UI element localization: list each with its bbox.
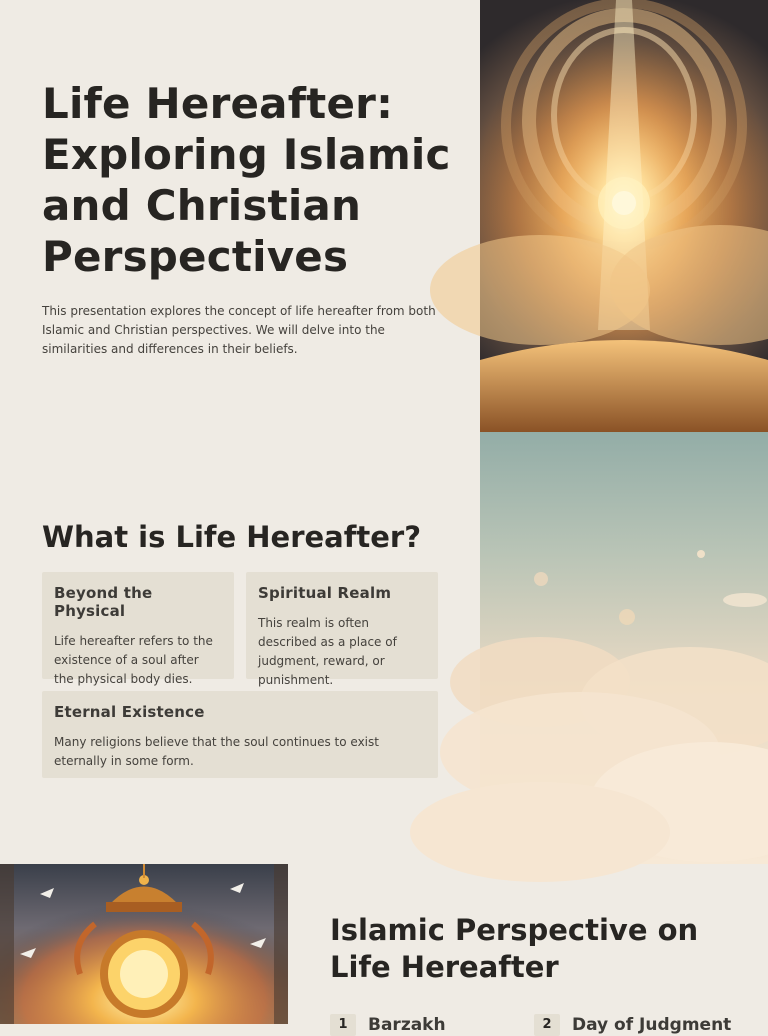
section-title: Islamic Perspective on Life Hereafter: [330, 913, 699, 984]
hero-description: This presentation explores the concept of life hereafter from both Islamic and Christian perspectives. We will delve into the similarities and differences in their beliefs.: [42, 304, 436, 356]
islamic-perspective-slide: [0, 864, 768, 1035]
step-number: 2: [534, 1014, 560, 1036]
ornate-dome-illustration: [0, 864, 288, 1024]
hero-title: Life Hereafter: Exploring Islamic and Christian Perspectives: [42, 79, 451, 281]
step-number: 1: [330, 1014, 356, 1036]
definition-slide: [0, 432, 768, 864]
card-title: Beyond the Physical: [54, 584, 153, 620]
cloud-sky-image: [480, 432, 768, 864]
card-text: Many religions believe that the soul continues to exist eternally in some form.: [54, 735, 379, 768]
card-eternal-existence: [42, 691, 438, 778]
heavenly-portal-illustration: [480, 0, 768, 432]
title-slide: [0, 0, 768, 432]
card-title: Spiritual Realm: [258, 584, 392, 602]
card-title: Eternal Existence: [54, 703, 205, 721]
heavenly-portal-image: [480, 0, 768, 432]
list-item-day-of-judgment: [534, 1014, 731, 1036]
cloud-sky-illustration: [480, 432, 768, 864]
list-item-barzakh: [330, 1014, 446, 1036]
ornate-dome-image: [0, 864, 288, 1024]
section-title: What is Life Hereafter?: [42, 520, 422, 554]
card-beyond-physical: [42, 572, 234, 686]
step-label: Barzakh: [368, 1015, 446, 1035]
card-text: Life hereafter refers to the existence of a soul after the physical body dies.: [54, 634, 213, 686]
step-label: Day of Judgment: [572, 1015, 732, 1035]
card-text: This realm is often described as a place of judgment, reward, or punishment.: [258, 616, 397, 687]
card-spiritual-realm: [246, 572, 438, 687]
